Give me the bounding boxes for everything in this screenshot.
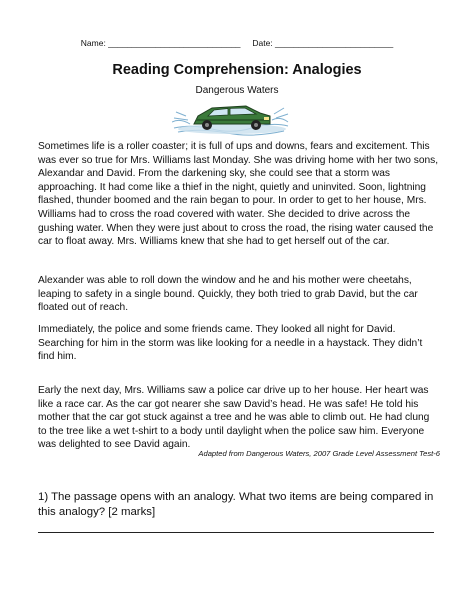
date-field-label: Date: _________________________ <box>252 38 394 48</box>
source-credit: Adapted from Dangerous Waters, 2007 Grade Level Assessment Test-6 <box>198 449 440 458</box>
story-paragraph-3: Immediately, the police and some friends came. They looked all night for David. Searching for him in the storm was like looking for a needle in a haystack. They didn’t find him. <box>38 324 423 363</box>
story-paragraph-4: Early the next day, Mrs. Williams saw a police car drive up to her house. Her heart was like a race car. As the car got nearer she saw David’s head. He was safe! He told his mother that the car got stuck against a tree and he was able to climb out. He had clung to the tree like a wet t-shirt to a body until daylight when the police saw him. Everyone was delighted to see David again. <box>38 385 430 451</box>
answer-line[interactable] <box>38 532 434 533</box>
story-paragraph-1: Sometimes life is a roller coaster; it is full of ups and downs, fears and excitement. This was ever so true for Mrs. Williams last Monday. She was driving home with her two sons, Alexandar and David. From the darkening sky, she could see that a storm was approaching. It had come like a thief in the night, quietly and uninvited. Soon, lightning flashed, thunder boomed and the rain began to pour. In order to get to her house, Mrs. Williams had to cross the road covered with water. She decided to drive across the gushing water. When they were just about to cross the road, the rising water caused the car to float away. Mrs. Williams knew that she had to get herself out of the car. <box>38 141 439 248</box>
name-date-header <box>0 38 474 48</box>
page-title: Reading Comprehension: Analogies <box>112 62 362 78</box>
name-field-label: Name: ____________________________ <box>80 38 241 48</box>
question-1: 1) The passage opens with an analogy. What two items are being compared in this analogy? [2 marks] <box>38 491 434 518</box>
car-driving-through-water-icon <box>172 98 290 136</box>
story-paragraph-2: Alexander was able to roll down the window and he and his mother were cheetahs, leaping to safety in a single bound. Quickly, they both tried to grab David, but the car floated out of reach. <box>38 275 418 314</box>
story-title: Dangerous Waters <box>195 85 279 96</box>
